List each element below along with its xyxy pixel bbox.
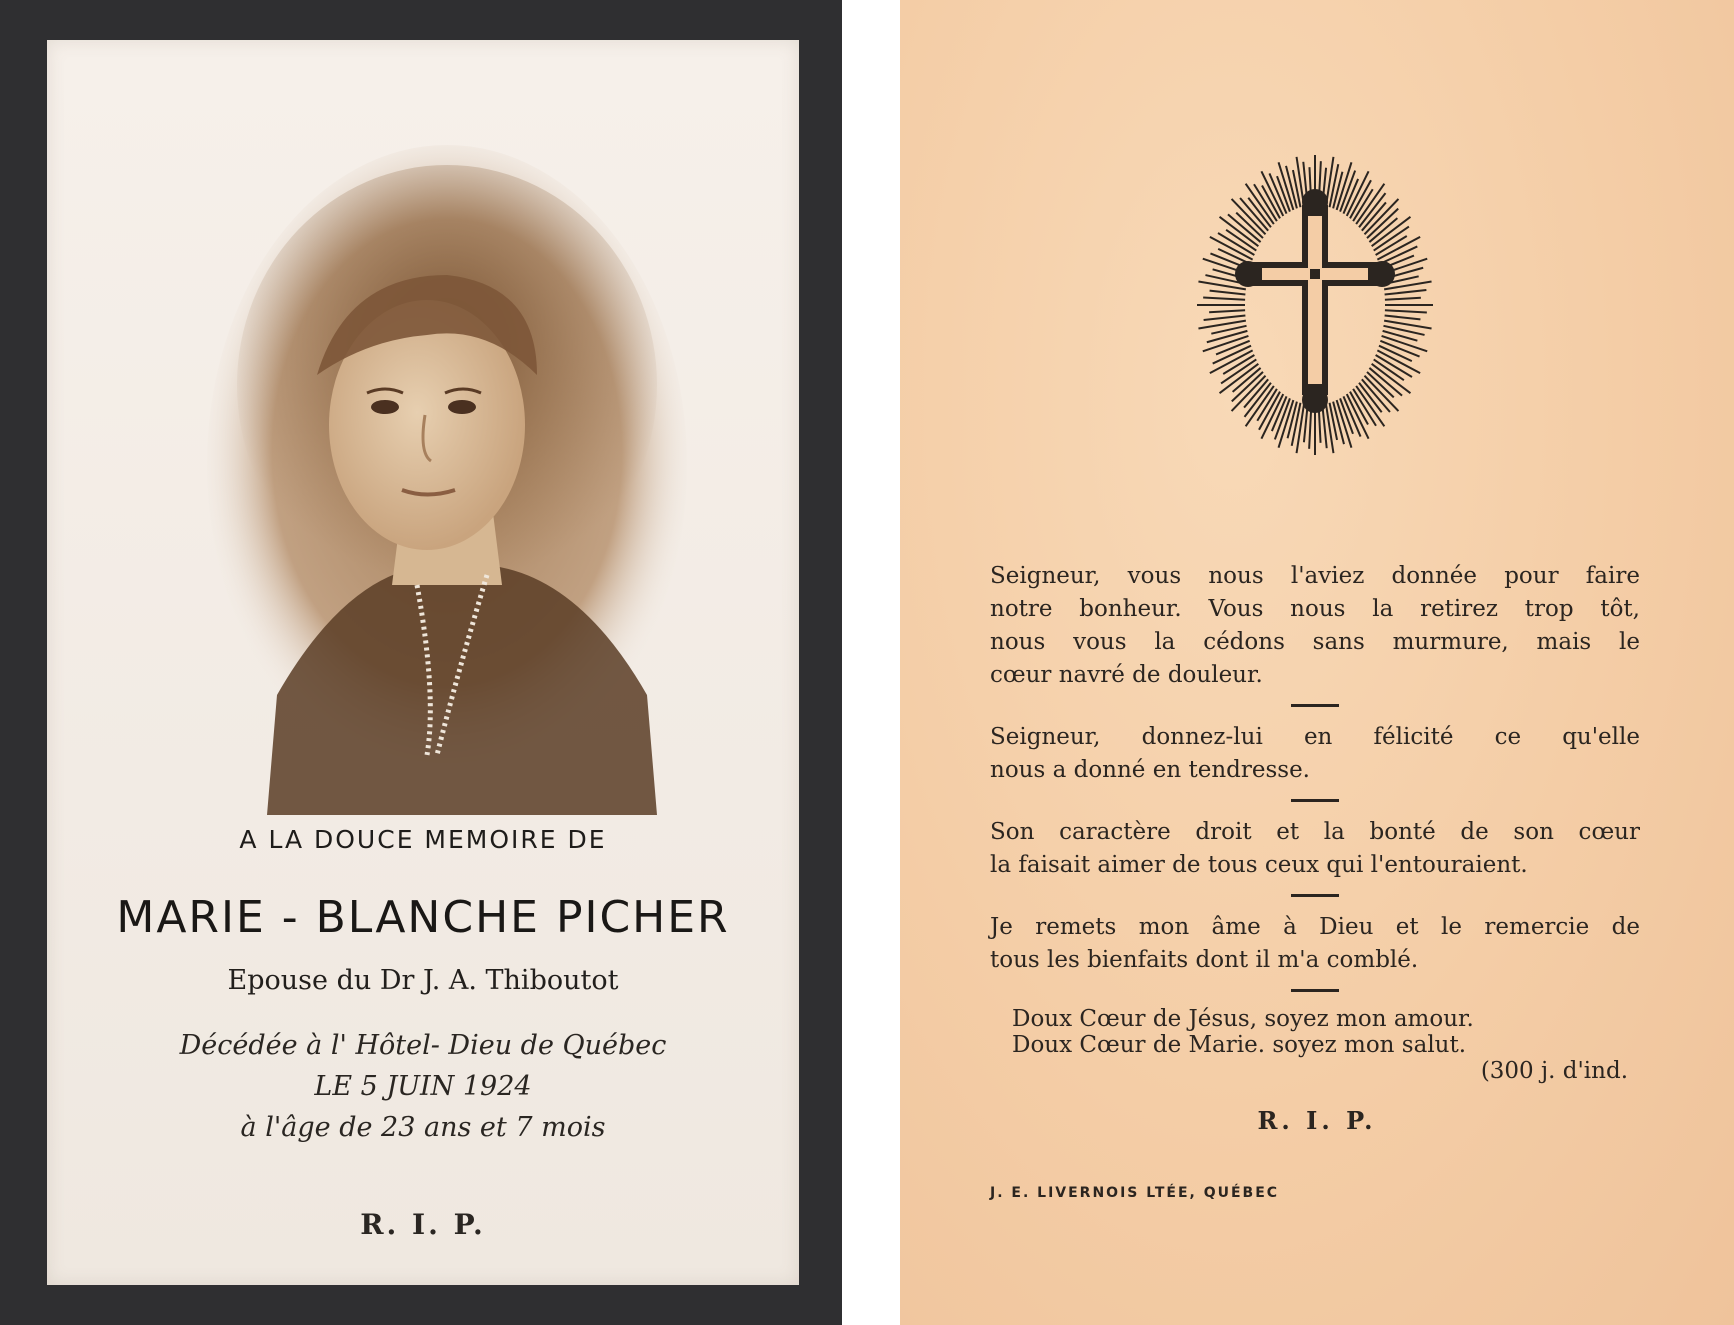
age-at-death: à l'âge de 23 ans et 7 mois xyxy=(240,1112,606,1143)
memorial-card-back xyxy=(900,0,1734,1325)
verse-line: la faisait aimer de tous ceux qui l'entouraient. xyxy=(990,852,1528,878)
ray-line xyxy=(1210,291,1246,295)
separator xyxy=(1291,799,1339,802)
verse-line: notre bonheur. Vous nous la retirez trop tôt, xyxy=(990,596,1640,622)
verse-line: tous les bienfaits dont il m'a comblé. xyxy=(990,947,1419,973)
ray-line xyxy=(1297,404,1305,453)
verse-2 xyxy=(990,721,1640,787)
cross-emblem-icon xyxy=(1190,150,1440,470)
ray-line xyxy=(1245,383,1271,417)
printer-credit: J. E. LIVERNOIS LTÉE, QUÉBEC xyxy=(990,1185,1280,1201)
ray-line xyxy=(1347,171,1369,216)
ray-line xyxy=(1385,290,1427,295)
rip-front: R. I. P. xyxy=(360,1208,486,1241)
verse-line: cœur navré de douleur. xyxy=(990,662,1263,688)
verse-line: Je remets mon âme à Dieu et le remercie de xyxy=(990,914,1640,940)
separator xyxy=(1291,704,1339,707)
memory-heading: A LA DOUCE MEMOIRE DE xyxy=(239,825,607,854)
ray-line xyxy=(1359,193,1385,227)
deceased-name: MARIE - BLANCHE PICHER xyxy=(116,892,730,943)
ray-line xyxy=(1228,214,1261,242)
verse-line: Seigneur, donnez-lui en félicité ce qu'elle xyxy=(990,724,1640,750)
ray-line xyxy=(1369,368,1402,396)
rip-back: R. I. P. xyxy=(1257,1106,1377,1135)
prayer-block xyxy=(990,1006,1640,1084)
portrait-photo xyxy=(187,135,747,815)
ray-line xyxy=(1362,379,1390,412)
prayer-line-1: Doux Cœur de Jésus, soyez mon amour. xyxy=(1012,1006,1474,1032)
memorial-card-front xyxy=(0,0,842,1325)
verse-line: nous a donné en tendresse. xyxy=(990,757,1310,783)
card-front-paper xyxy=(47,40,799,1285)
ray-line xyxy=(1232,372,1263,401)
verse-line: Seigneur, vous nous l'aviez donnée pour faire xyxy=(990,563,1640,589)
verses-block xyxy=(990,560,1640,1084)
ray-line xyxy=(1367,209,1398,238)
ray-line xyxy=(1204,315,1246,320)
ray-line xyxy=(1203,297,1245,299)
ray-line xyxy=(1209,310,1245,312)
verse-line: Son caractère droit et la bonté de son cœur xyxy=(990,819,1640,845)
verse-3 xyxy=(990,816,1640,882)
ray-line xyxy=(1240,198,1268,231)
ray-line xyxy=(1385,310,1427,312)
separator xyxy=(1291,894,1339,897)
verse-line: nous vous la cédons sans murmure, mais le xyxy=(990,629,1640,655)
verse-1 xyxy=(990,560,1640,692)
separator xyxy=(1291,989,1339,992)
verse-4 xyxy=(990,911,1640,977)
indulgence-note: (300 j. d'ind. xyxy=(1480,1058,1628,1084)
ray-line xyxy=(1385,298,1421,300)
spouse-line: Epouse du Dr J. A. Thiboutot xyxy=(227,965,619,996)
death-date: LE 5 JUIN 1924 xyxy=(314,1071,532,1102)
prayer-line-2: Doux Cœur de Marie. soyez mon salut. xyxy=(1012,1032,1467,1058)
ray-line xyxy=(1261,394,1283,439)
death-place: Décédée à l' Hôtel- Dieu de Québec xyxy=(179,1030,667,1061)
ray-line xyxy=(1385,315,1421,319)
